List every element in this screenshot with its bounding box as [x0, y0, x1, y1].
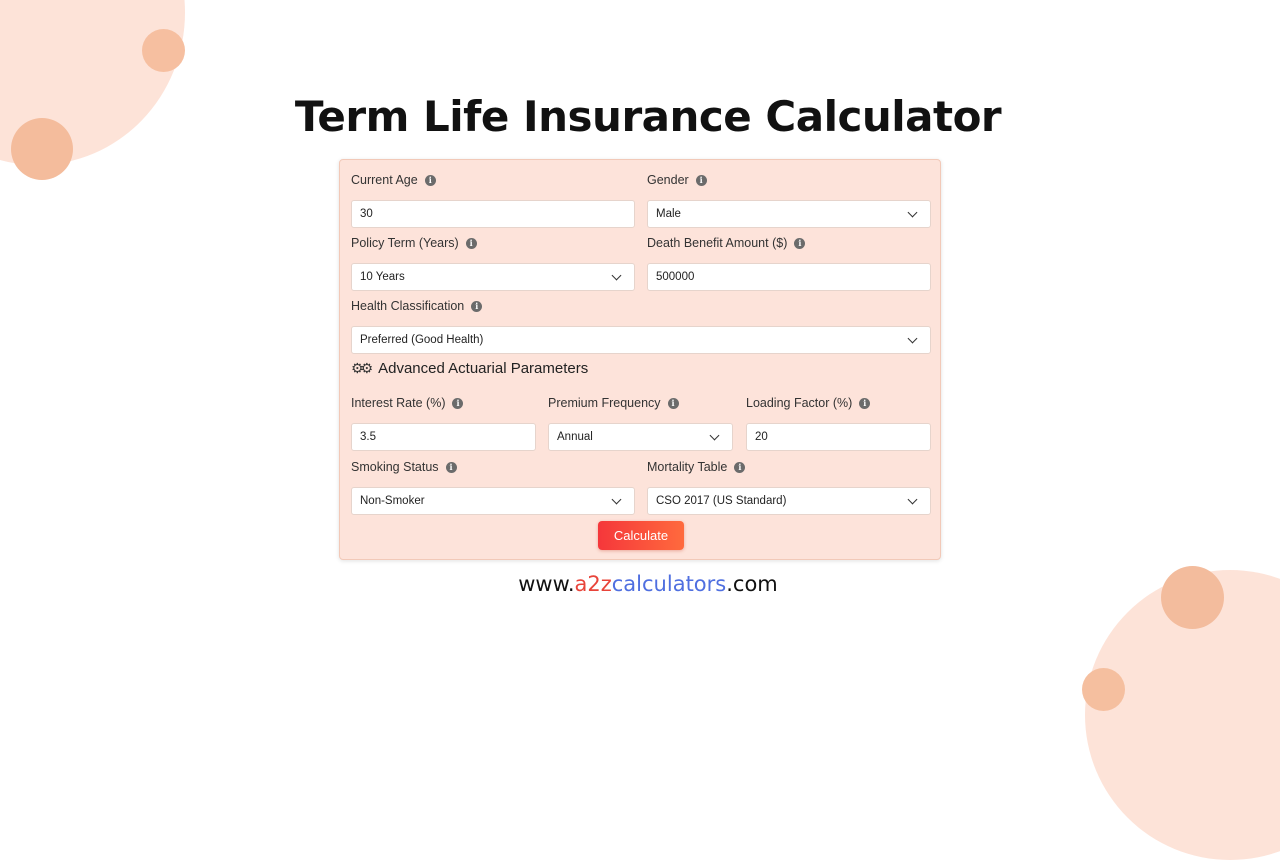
chevron-down-icon: [908, 207, 918, 217]
chevron-down-icon: [710, 430, 720, 440]
info-icon[interactable]: i: [471, 301, 482, 312]
interest-rate-value: 3.5: [360, 431, 376, 443]
smoking-status-select[interactable]: [351, 487, 635, 515]
mortality-table-field: [647, 459, 931, 515]
death-benefit-value: 500000: [656, 271, 695, 283]
policy-term-label: Policy Term (Years): [351, 236, 459, 250]
info-icon[interactable]: i: [734, 462, 745, 473]
mortality-table-select[interactable]: [647, 487, 931, 515]
calculate-button[interactable]: Calculate: [598, 521, 684, 550]
loading-factor-label: Loading Factor (%): [746, 396, 853, 410]
health-class-value: Preferred (Good Health): [360, 334, 484, 346]
advanced-section-header: [351, 360, 588, 377]
smoking-status-field: [351, 459, 635, 515]
gender-value: Male: [656, 208, 681, 220]
health-class-field: [351, 298, 931, 354]
death-benefit-input[interactable]: [647, 263, 931, 291]
url-prefix: www.: [518, 572, 575, 596]
url-brand-a: a2z: [574, 572, 612, 596]
loading-factor-value: 20: [755, 431, 768, 443]
info-icon[interactable]: i: [466, 238, 477, 249]
loading-factor-field: [746, 395, 931, 451]
current-age-field: [351, 172, 635, 228]
premium-frequency-select[interactable]: [548, 423, 733, 451]
current-age-value: 30: [360, 208, 373, 220]
site-url[interactable]: [0, 572, 1280, 596]
interest-rate-label: Interest Rate (%): [351, 396, 446, 410]
policy-term-select[interactable]: [351, 263, 635, 291]
chevron-down-icon: [908, 494, 918, 504]
info-icon[interactable]: i: [668, 398, 679, 409]
mortality-table-value: CSO 2017 (US Standard): [656, 495, 787, 507]
smoking-status-label: Smoking Status: [351, 460, 439, 474]
info-icon[interactable]: i: [859, 398, 870, 409]
gender-select[interactable]: [647, 200, 931, 228]
premium-frequency-label: Premium Frequency: [548, 396, 661, 410]
url-suffix: .com: [726, 572, 778, 596]
info-icon[interactable]: i: [794, 238, 805, 249]
current-age-label: Current Age: [351, 173, 418, 187]
gender-label: Gender: [647, 173, 689, 187]
gears-icon: ⚙⚙: [351, 360, 371, 376]
url-brand-b: calculators: [611, 572, 727, 596]
current-age-input[interactable]: [351, 200, 635, 228]
chevron-down-icon: [908, 333, 918, 343]
decor-dot: [1082, 668, 1125, 711]
policy-term-value: 10 Years: [360, 271, 405, 283]
death-benefit-field: [647, 235, 931, 291]
mortality-table-label: Mortality Table: [647, 460, 728, 474]
info-icon[interactable]: i: [696, 175, 707, 186]
premium-frequency-field: [548, 395, 733, 451]
info-icon[interactable]: i: [452, 398, 463, 409]
interest-rate-field: [351, 395, 536, 451]
decor-dot: [142, 29, 185, 72]
info-icon[interactable]: i: [425, 175, 436, 186]
page-title: Term Life Insurance Calculator: [294, 92, 1002, 141]
calculator-form: [339, 159, 941, 560]
chevron-down-icon: [612, 270, 622, 280]
interest-rate-input[interactable]: [351, 423, 536, 451]
gender-field: [647, 172, 931, 228]
death-benefit-label: Death Benefit Amount ($): [647, 236, 788, 250]
chevron-down-icon: [612, 494, 622, 504]
premium-frequency-value: Annual: [557, 431, 593, 443]
health-class-label: Health Classification: [351, 299, 465, 313]
info-icon[interactable]: i: [446, 462, 457, 473]
advanced-section-title: Advanced Actuarial Parameters: [378, 360, 589, 377]
health-class-select[interactable]: [351, 326, 931, 354]
policy-term-field: [351, 235, 635, 291]
loading-factor-input[interactable]: [746, 423, 931, 451]
smoking-status-value: Non-Smoker: [360, 495, 425, 507]
